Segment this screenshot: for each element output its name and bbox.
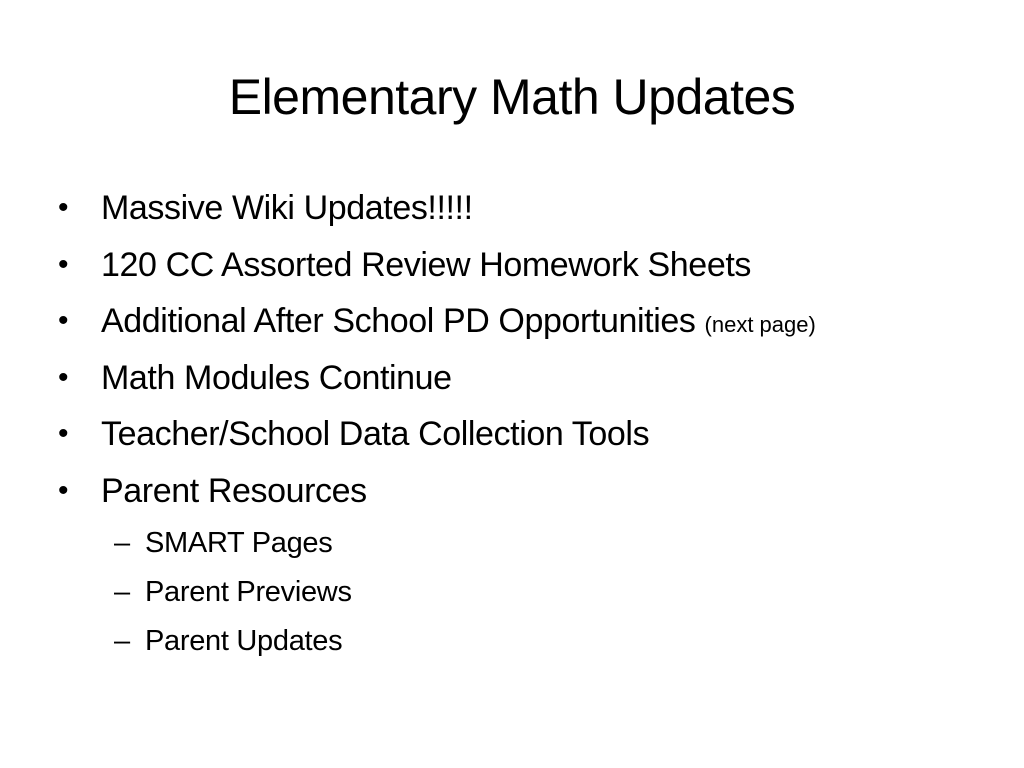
dash-icon: – (114, 576, 130, 608)
bullet-item-parent-resources (58, 463, 998, 520)
sub-item-text: SMART Pages (145, 527, 333, 559)
bullet-icon: • (58, 247, 69, 281)
slide-title: Elementary Math Updates (228, 69, 796, 125)
sub-item-text: Parent Updates (145, 625, 343, 657)
bullet-text: Teacher/School Data Collection Tools (101, 415, 650, 453)
bullet-icon: • (58, 473, 69, 507)
bullet-item-math-modules (58, 350, 998, 407)
bullet-list (58, 180, 998, 666)
bullet-item-homework-sheets (58, 237, 998, 294)
sub-item-text: Parent Previews (145, 576, 352, 608)
sub-bullet-group (58, 519, 998, 666)
bullet-item-pd-opportunities (58, 293, 998, 350)
sub-item-parent-updates (58, 617, 998, 666)
sub-item-parent-previews (58, 568, 998, 617)
bullet-icon: • (58, 304, 69, 337)
bullet-item-wiki-updates (58, 180, 998, 237)
sub-bullet-list (58, 519, 998, 666)
dash-icon: – (114, 625, 130, 657)
bullet-icon: • (58, 417, 69, 450)
bullet-item-data-collection (58, 406, 998, 463)
dash-icon: – (114, 527, 130, 559)
bullet-text: Math Modules Continue (101, 358, 452, 397)
bullet-icon: • (58, 191, 69, 224)
bullet-text: 120 CC Assorted Review Homework Sheets (101, 245, 751, 284)
bullet-text: Additional After School PD Opportunities (101, 302, 705, 340)
bullet-text: Massive Wiki Updates!!!!! (101, 189, 473, 227)
bullet-icon: • (58, 360, 69, 394)
bullet-note: (next page) (704, 312, 816, 337)
bullet-text: Parent Resources (101, 471, 367, 510)
sub-item-smart-pages (58, 519, 998, 568)
